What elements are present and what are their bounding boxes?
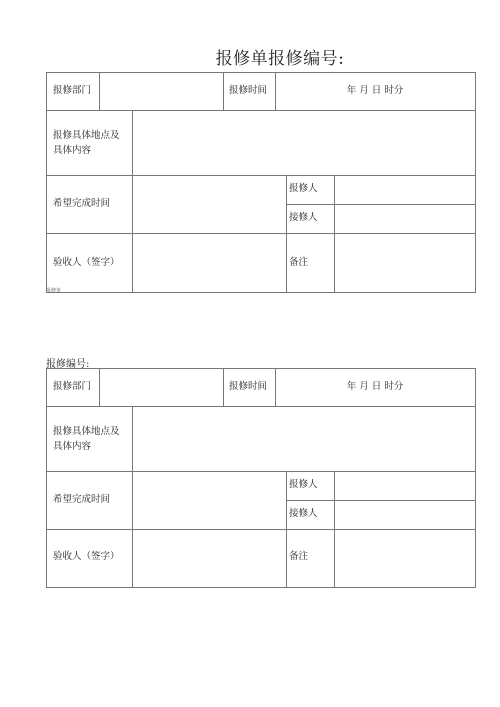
page-title: 报修单报修编号: (215, 49, 345, 69)
time-label: 报修时间 (229, 381, 268, 392)
row-divider (47, 175, 475, 176)
col-divider (223, 73, 224, 110)
dept-label: 报修部门 (53, 85, 92, 96)
repair-form-1 (46, 72, 476, 293)
date-placeholder: 年 月 日 时分 (346, 85, 404, 96)
row-divider (286, 204, 475, 205)
completion-time-label: 希望完成时间 (53, 494, 111, 505)
col-divider (132, 406, 133, 587)
reporter-label: 报修人 (289, 183, 318, 194)
col-divider (334, 471, 335, 587)
row-divider (47, 529, 475, 530)
col-divider (223, 369, 224, 406)
receiver-label: 接修人 (289, 212, 318, 223)
time-label: 报修时间 (229, 85, 268, 96)
col-divider (99, 73, 100, 110)
row-divider (47, 471, 475, 472)
col-divider (99, 369, 100, 406)
remarks-label: 备注 (289, 257, 309, 268)
row-divider (47, 406, 475, 407)
completion-time-label: 希望完成时间 (53, 198, 111, 209)
acceptor-signature-label: 验收人（签字） (53, 257, 120, 268)
reporter-label: 报修人 (289, 479, 318, 490)
col-divider (286, 471, 287, 587)
location-label-line2: 具体内容 (53, 441, 92, 452)
row-divider (47, 110, 475, 111)
row-divider (286, 500, 475, 501)
location-label-line1: 报修具体地点及 (53, 130, 120, 141)
acceptor-signature-label: 验收人（签字） (53, 551, 120, 562)
receiver-label: 接修人 (289, 508, 318, 519)
col-divider (334, 175, 335, 292)
repair-form-2 (46, 368, 476, 588)
col-divider (132, 110, 133, 292)
remarks-label: 备注 (289, 551, 309, 562)
repair-number-heading: 报修编号: (46, 359, 90, 370)
footnote: 报修单 (46, 288, 62, 294)
row-divider (47, 233, 475, 234)
location-label-line1: 报修具体地点及 (53, 426, 120, 437)
dept-label: 报修部门 (53, 381, 92, 392)
date-placeholder: 年 月 日 时分 (346, 381, 404, 392)
col-divider (286, 175, 287, 292)
location-label-line2: 具体内容 (53, 145, 92, 156)
